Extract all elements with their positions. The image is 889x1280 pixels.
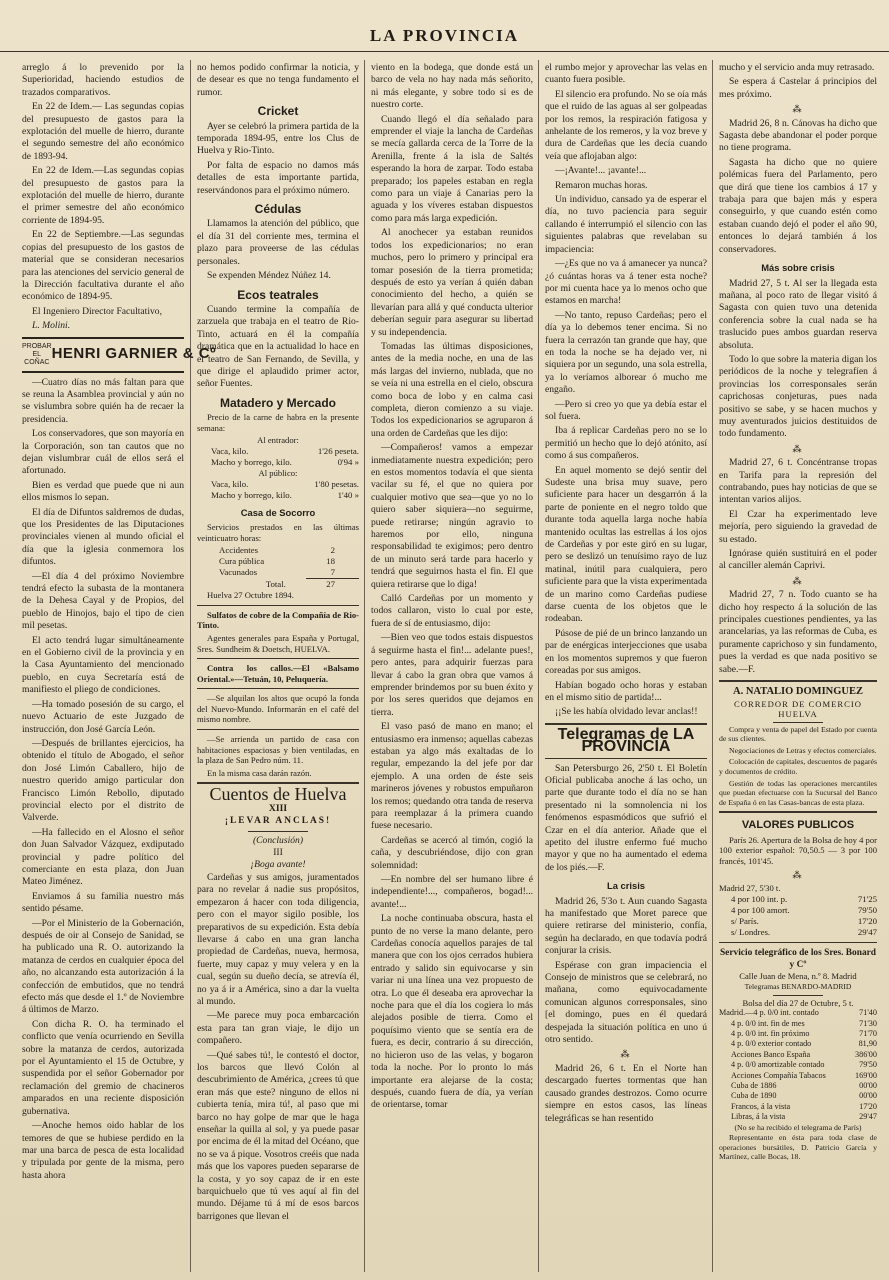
paragraph: —Compañeros! vamos a empezar inmediatamente nuestra expedición; pero en estos momentos todavía el que sienta vacilar su fé, el que no quiera por cualquier motivo que sea—que yo no lo quiero saber siquiera—no seguirme, puede retirarse; ningún agravio to haremos por ello, ninguna responsabilidad te exigimos; pero dentro de un minuto será tarde para hacerlo y tendrá que seguirnos hasta el fin. El que quiera retirarse que lo diga! (371, 442, 533, 590)
table-row: 4 p. 0/0 amortizable contado 79'50 (731, 1060, 877, 1070)
paragraph: El vaso pasó de mano en mano; el entusiasmo era inmenso; aquellas cabezas estaban ya algo más exaltadas de lo regular, empezando la del jefe por dar ejemplo. A una orden de éste seis marineros jóvenes y robustos empuñaron los remos; quedando otra tanda de reserva para reemplazar á la primera cuando fuese necesario. (371, 721, 533, 832)
table-row: 4 p. 0/0 int. fin de mes 71'30 (731, 1018, 877, 1028)
table-row: s/ París. 17'20 (731, 915, 877, 926)
separator-icon: ⁂ (620, 1049, 632, 1060)
section-heading-valores: VALORES PUBLICOS (741, 819, 855, 832)
paragraph: Con dicha R. O. ha terminado el conflicto que venía ocurriendo en Sevilla sobre la matanza de cerdos, autorizada por el Ayuntamiento el 15 de Octubre, y suspendida por el señor Gobernador por reclamación del gremio de chacineros amparados en una reciente disposición gubernativa. (22, 1018, 184, 1117)
paragraph: —Bien veo que todos estais dispuestos á seguirme hasta el fin!... adelante pues!, pero antes, para adquirir fuerzas para llevar á cabo la gran obra que vamos á emprender brindemos por su buen éxito y por los seres queridos que dejamos en tierra. (371, 632, 533, 718)
paragraph: Calló Cardeñas por un momento y todos callaron, visto lo cual por este, fuera de sí de entusiasmo, dijo: (371, 593, 533, 629)
table-row: Libras, á la vista 29'47 (731, 1112, 877, 1122)
paragraph: El silencio era profundo. No se oía más que el ruido de las aguas al ser golpeadas por los remos, la respiración fatigosa y anhelante de los remeros, y la voz breve y dura de Cardeñas que les decía cuando veía que aflojaban algo: (545, 88, 707, 162)
subheading: Al entrador: (257, 435, 299, 446)
ad-city: HUELVA (778, 709, 818, 720)
column-1 (22, 62, 217, 1272)
paragraph: —Anoche hemos oido hablar de los temores de que se hubiese perdido en la mar una barca de pesca de esta localidad y tripulada por gente de la misma, pero hasta ahora (22, 1120, 184, 1181)
paragraph: Sagasta ha dicho que no quiere polémicas fuera del Parlamento, pero que dirá que tiene los cambios á 17 y trabaja para que bajen más y espera conseguirlo, y que cuando estén como estaban cuando dejó el poder el año 90, entonces lo dejará también á los conservadores. (719, 156, 877, 255)
ad-name: A. NATALIO DOMINGUEZ (733, 686, 863, 698)
subheading: Bolsa del día 27 de Octubre, 5 t. (742, 997, 854, 1008)
subheading-crisis: La crisis (606, 880, 646, 892)
paragraph: Al anochecer ya estaban reunidos todos los expedicionarios; no eran muchos, pero lo primero y principal era tomar posesión de la tierra prometida; después de esto ya verían á quién daban conocimiento del hecho, a quién se llevarían para allá y qué conducta ulterior deberían seguir para asegurar su libertad y su independencia. (371, 227, 533, 338)
section-heading-ecos: Ecos teatrales (237, 287, 319, 302)
paragraph: Madrid 27, 7 n. Todo cuanto se ha dicho hoy respecto á la solución de las principales cuestiones pendientes, ya las arancelarias, ya las reformas de Cuba, es puramente caprichoso y sin fundamento, pues la verdad es que nada positivo se sabe.—F. (719, 589, 877, 675)
subheading: Madrid 27, 5'30 t. (719, 883, 781, 894)
table-row: Madrid.—4 p. 0/0 int. contado 71'40 (719, 1008, 877, 1018)
paragraph: —Después de brillantes ejercicios, ha obtenido el título de Abogado, el señor don José Limón Caballero, hijo de nuestro querido amigo particular don Francisco Limón Rebollo, diputado provincial electo por el distrito de Valverde. (22, 737, 184, 824)
masthead (0, 0, 889, 52)
ad-title: CORREDOR DE COMERCIO (734, 698, 862, 709)
table-row: Vaca, kilo. 1'26 peseta. (211, 445, 359, 456)
table-row: 4 por 100 amort. 79'50 (731, 904, 877, 915)
table-row: s/ Londres. 29'47 (731, 926, 877, 937)
subheading: Al público: (258, 467, 298, 478)
section-heading-cedulas: Cédulas (254, 202, 302, 217)
paragraph: Cardeñas y sus amigos, juramentados para no revelar á nadie sus propósitos, empezaron á hacer con toda diligencia, pero con el mayor sigilo posible, los preparativos de su expedición. Esta debía llevarse á cabo en una gran lancha propiedad de Cardeñas, nueva, hermosa, fuerte, muy capaz y muy velera y en la cual, según su dueño decía, se atrevía él, no ya á ir a América, sino a dar la vuelta al mundo. (197, 871, 359, 1007)
column-4 (545, 62, 707, 1272)
paragraph: Cardeñas se acercó al timón, cogió la caña, y descubriéndose, dijo con gran solemnidad: (371, 834, 533, 871)
bolsa-note: (No se ha recibido el telegrama de París) (734, 1122, 862, 1132)
advertisement: —Se alquilan los altos que ocupó la fonda del Nuevo-Mundo. Informarán en el café del mismo nombre. (197, 693, 359, 725)
paragraph: viento en la bodega, que donde está un barco de vela no hay nada más señorito, ni más elegante, y sobre todo si es de nuestro corte. (371, 62, 533, 111)
column-rule (364, 60, 365, 1272)
divider (197, 658, 359, 659)
table-row: Macho y borrego, kilo. 1'40 » (211, 489, 359, 500)
story-title: ¡LEVAR ANCLAS! (224, 816, 332, 827)
column-3 (371, 62, 533, 1272)
paragraph: San Petersburgo 26, 2'50 t. El Boletín Oficial publicaba anoche á las ocho, un parte que durante todo el día no se han presentado ni la somnolencia ni los fenómenos espasmódicos que sufrió el Czar en el día anterior. Añade que el apetito del ilustre enfermo fué mucho mayor y que no ha aumentado el edema de los piés.—F. (545, 762, 707, 873)
paragraph: arreglo á lo prevenido por la Superioridad, haciendo estudios de trazados comparativos. (22, 62, 184, 98)
divider (719, 942, 877, 943)
advertisement: —Se arrienda un partido de casa con habitaciones espaciosas y bien ventiladas, en la plaza de San Pedro núm. 11. (197, 734, 359, 766)
paragraph: Espérase con gran impaciencia el Consejo de ministros que se celebrará, no mañana, como equivocadamente comunican algunos corresponsales, sino [el domingo, pues en él quedará despejada la situación política en uno ú otro sentido. (545, 959, 707, 1046)
story-subtitle: (Conclusión) (252, 834, 304, 846)
section-heading-telegramas: Telegramas de LA PROVINCIA (557, 725, 695, 756)
service-telegram: Telegramas BENARDO-MADRID (744, 982, 852, 992)
column-rule (538, 60, 539, 1272)
section-heading-cricket: Cricket (257, 104, 299, 119)
paragraph: París 26. Apertura de la Bolsa de hoy 4 por 100 exterior español: 70,50.5 — 3 por 100 francés, 101'45. (719, 834, 877, 867)
paragraph: —¡Avante!... ¡avante!... (555, 165, 647, 177)
separator-icon: ⁂ (792, 575, 804, 586)
paragraph: —Cuatro días no más faltan para que se reuna la Asamblea provincial y aún no se vislumbra sobre quién ha de recaer la presidencia. (22, 376, 184, 425)
paragraph: Púsose de pié de un brinco lanzando un par de enérgicas interjecciones que usaba en los momentos supremos y que fueron coreadas por sus amigos. (545, 627, 707, 677)
paragraph: —Ha fallecido en el Alosno el señor don Juan Salvador Vázquez, exdiputado provincial y padre político del comerciante en esta plaza, don Juan Mateo Jiménez. (22, 826, 184, 888)
paragraph: —Qué sabes tú!, le contestó el doctor, los barcos que llevó Colón al descubrimiento de América, ¿crees tú que eran más que este? ninguno de ellos ni cubierta tenía, mira tú!, al paso que mi barco no hay golpe de mar que le haga enseñar la quilla al sol, y ya puede pasar por encima de él la mitad del Océano, que no se va á pique. Vosotros creéis que nada más que los vapores pueden separarse de la costa, y yo soy capaz de ir en este barquichuelo que tú ves aquí al fin del mundo. Déjame tú á mí de esos barcos barrigones que llevan el (197, 1049, 359, 1222)
paragraph: Cuando llegó el día señalado para emprender el viaje la lancha de Cardeñas se mecía gallarda cerca de la Torre de la Arenilla, frente á la isla de Saltés esperando la hora de zarpar. Todo estaba preparado; los papeles estaban en regla como para un viaje á Canarias pero la aguada y los víveres estaban dispuestos como para más larga expedición. (371, 113, 533, 224)
paragraph: Se expenden Méndez Núñez 14. (207, 270, 331, 282)
ad-slogan: PROBAR EL COÑAC (22, 342, 52, 366)
paragraph: Enviamos á su familia nuestro más sentido pésame. (22, 890, 184, 915)
signature: L. Molini. (32, 320, 71, 332)
paragraph: no hemos podido confirmar la noticia, y de desear es que no tenga fundamento el rumor. (197, 62, 359, 98)
paragraph: Llamamos la atención del público, que el día 31 del corriente mes, termina el plazo para proveerse de las cédulas personales. (197, 218, 359, 267)
section-heading-matadero: Matadero y Mercado (219, 395, 337, 410)
paragraph: —¿Es que no va á amanecer ya nunca? ¿ó cuántas horas va á tener esta noche? por mi cuenta hace ya lo menos ocho que estamos en marcha! (545, 258, 707, 307)
representative-note: Representante en ésta para toda clase de operaciones bursátiles, D. Patricio García y Martínez, calle Bocas, 18. (719, 1133, 877, 1162)
story-chapter: III (273, 847, 283, 859)
paragraph: Todo lo que sobre la materia digan los periódicos de la noche y telegrafíen á provincias los corresponsales serán caprichosas conjeturas, pues nada positivo se sabe, y se hacen muchos y muy aventurados juicios destituidos de todo fundamento. (719, 353, 877, 440)
paragraph: Madrid 27, 6 t. Concéntranse tropas en Tarifa para la represión del contrabando, pues hay noticias de que se intentan varios alijos. (719, 457, 877, 506)
table-row: Acciones Compañía Tabacos 169'00 (731, 1070, 877, 1080)
paragraph: Ignórase quién sustituirá en el poder al canciller alemán Caprivi. (719, 548, 877, 572)
paragraph: Madrid 26, 5'3o t. Aun cuando Sagasta ha manifestado que Moret parece que quiere retirarse del ministerio, confía, según ha declarado, en que todavía podrá conjurar la crisis. (545, 895, 707, 957)
paragraph: Remaron muchas horas. (555, 179, 648, 191)
paragraph: En 22 de Idem.— Las segundas copias del presupuesto de gastos para la explotación del muelle de hierro, durante el segundo semestre del año económico de 1893-94. (22, 101, 184, 162)
socorro-table (197, 545, 359, 590)
divider (197, 605, 359, 606)
divider (545, 758, 707, 759)
divider (197, 729, 359, 730)
paragraph: En 22 de Idem.—Las segundas copias del presupuesto de gastos para la explotación del muelle de hierro, durante el primer semestre del año económico corriente de 1894-95. (22, 165, 184, 226)
stock-table (719, 894, 877, 938)
divider (248, 831, 308, 832)
paragraph: ¡¡Se les había olvidado levar anclas!! (555, 706, 698, 718)
table-row: Accidentes 2 (219, 545, 335, 556)
ad-line: Colocación de capitales, descuentos de pagarés y documentos de crédito. (719, 757, 877, 777)
table-row: Total. 27 (197, 579, 359, 591)
paragraph: —Ha tomado posesión de su cargo, el nuevo Actuario de este Juzgado de instrucción, don José García León. (22, 698, 184, 735)
paragraph: —En nombre del ser humano libre é independiente!..., compañeros, bogad!... avante!... (371, 874, 533, 910)
table-row: 4 p. 0/0 int. fin próximo 71'70 (731, 1029, 877, 1039)
ad-line: Compra y venta de papel del Estado por cuenta de sus clientes. (719, 724, 877, 744)
service-address: Calle Juan de Mena, n.º 8. Madrid (739, 971, 857, 982)
divider (197, 688, 359, 689)
table-row: Vaca, kilo. 1'80 pesetas. (211, 478, 359, 489)
ad-brand: HENRI GARNIER & Cº (51, 345, 217, 363)
table-row: Macho y borrego, kilo. 0'94 » (211, 456, 359, 467)
table-row: 4 p. 0/0 exterior contado 81,90 (731, 1039, 877, 1049)
paragraph: Madrid 26, 6 t. En el Norte han descargado fuertes tormentas que han causado grandes destrozos. Como ocurre siempre en estos casos, las líneas telegráficas se han resentido (545, 1062, 707, 1124)
paragraph: El Czar ha experimentado leve mejoría, pero siguiendo la gravedad de su estado. (719, 508, 877, 545)
paragraph: —Me parece muy poca embarcación esta para tan gran viaje, le dijo un compañero. (197, 1010, 359, 1047)
story-number: XIII (268, 802, 288, 814)
paragraph: Madrid 26, 8 n. Cánovas ha dicho que Sagasta debe abandonar el poder porque no tiene programa. (719, 117, 877, 154)
paragraph: —El día 4 del próximo Noviembre tendrá efecto la subasta de la montanera de la Dehesa Cayal y de Propios, del pueblo de Hinojos, bajo el tipo de cien mil pesetas. (22, 570, 184, 632)
cognac-advertisement (22, 337, 217, 373)
divider (719, 811, 877, 813)
column-5 (719, 62, 877, 1272)
paragraph: Iba á replicar Cardeñas pero no se lo permitió un hecho que lo dejó atónito, así como á sus compañeros. (545, 425, 707, 462)
paragraph: El acto tendrá lugar simultáneamente en el Gobierno civil de la provincia y en la Casa Ayuntamiento del mencionado pueblo, en cuya Secretaría está de manifiesto el pliego de condiciones. (22, 634, 184, 696)
dateline: Huelva 27 Octubre 1894. (207, 590, 294, 601)
table-row: Francos, á la vista 17'20 (731, 1101, 877, 1111)
column-rule (712, 60, 713, 1272)
bolsa-table (719, 1008, 877, 1122)
separator-icon: ⁂ (792, 443, 804, 454)
paragraph: Servicios prestados en las últimas veinticuatro horas: (197, 521, 359, 543)
paragraph: Madrid 27, 5 t. Al ser la llegada esta mañana, al poco rato de llegar visitó á Sagasta con quien tuvo una detenida conferencia sobre la cual nada se ha traslucido pues ambos guardan reserva absoluta. (719, 277, 877, 351)
story-chapter-title: ¡Boga avante! (250, 859, 306, 871)
table-row: Acciones Banco España 386'00 (731, 1049, 877, 1059)
divider (773, 722, 823, 723)
price-table (197, 446, 359, 468)
price-table (197, 479, 359, 501)
paragraph: Cuando termine la compañía de zarzuela que trabaja en el teatro de Rio-Tinto, actuará en él la compañía dramática que en la actualidad lo hace en el teatro de San Fernando, de Sevilla, y que dirige el aplaudido primer actor, señor Fuentes. (197, 303, 359, 390)
paragraph: El día de Difuntos saldremos de dudas, que los Presidentes de las Diputaciones provinciales vienen al mundo oficial el día que la iglesia conmemora los difuntos. (22, 506, 184, 568)
paragraph: Precio de la carne de habra en la presente semana: (197, 412, 359, 433)
paragraph: En 22 de Septiembre.—Las segundas copias del presupuesto de los gastos de material que se consideran necesarios para las atenciones del servicio general de la Dirección facultativa durante el año económico de 1894-95. (22, 229, 184, 303)
newspaper-title: LA PROVINCIA (369, 26, 520, 45)
column-rule (190, 60, 191, 1272)
paragraph: el rumbo mejor y aprovechar las velas en cuanto fuera posible. (545, 62, 707, 86)
advertisement: Agentes generales para España y Portugal, Sres. Sundheim & Doetsch, HUELVA. (197, 632, 359, 654)
paragraph: —Pero si creo yo que ya debía estar el sol fuera. (545, 398, 707, 422)
separator-icon: ⁂ (792, 869, 804, 880)
divider (545, 723, 707, 725)
paragraph: —Por el Ministerio de la Gobernación, después de oir al Consejo de Sanidad, se ha publicado una R. O. autorizando la matanza de cerdos en cualquier época del año, no alcanzando esta autorización á la confección de embutidos, que no tendrá efecto más que desde el 1.º de Noviembre á últimos de Marzo. (22, 917, 184, 1016)
paragraph: —No tanto, repuso Cardeñas; pero el día ya lo debemos tener encima. Si no fuera la cerrazón tan grande que hay, que en toda la noche se ha dejado ver, ni siquiera por un segundo, una sola estrella, ya lo veríamos alborear ó mucho me engaño. (545, 309, 707, 396)
service-heading: Servicio telegráfico de los Sres. Bonard y Cº (719, 947, 877, 971)
paragraph: Por falta de espacio no damos más detalles de esta importante partida, reservándonos para el próximo número. (197, 159, 359, 196)
divider (719, 680, 877, 682)
advertisement: Sulfatos de cobre de la Compañía de Rio-Tinto. (197, 609, 359, 631)
paragraph: Ayer se celebró la primera partida de la temporada 1894-95, entre los Clus de Huelva y Rio-Tinto. (197, 120, 359, 157)
paragraph: El Ingeniero Director Facultativo, (32, 305, 163, 317)
section-heading-socorro: Casa de Socorro (240, 506, 316, 518)
divider (773, 995, 823, 996)
column-2 (197, 62, 359, 1272)
ad-line: Negociaciones de Letras y efectos comerciales. (729, 745, 877, 755)
table-row: 4 por 100 int. p. 71'25 (731, 893, 877, 904)
table-row: Cuba de 1890 00'00 (731, 1091, 877, 1101)
paragraph: La noche continuaba obscura, hasta el punto de no verse la mano delante, pero Cardeñas conocía aquellos parajes de tal manera que con los ojos cerrados hubiera entrado y salido sin equivocarse y sin variar ni una línea una vez propuesto de otra. Lo que él deseaba era aprovechar la noche para que el día los cogiera lo más alejados posible de tierra. Como el poquísimo viento que se sentía era de fuera, es decir, contrario á su dirección, no hicieron uso de las velas, y bogaron toda la noche. Por lo pronto lo más importante era alejarse de la costa; después, cuando fuera de día, ya verían de orientarse, tomar (371, 913, 533, 1111)
paragraph: Bien es verdad que puede que ni aun ellos mismos lo sepan. (22, 479, 184, 504)
paragraph: Se espera á Castelar á principios del mes próximo. (719, 76, 877, 100)
advertisement: En la misma casa darán razón. (207, 767, 312, 778)
paragraph: Un individuo, cansado ya de esperar el día, no tuvo paciencia para seguir callando é interrumpió el silencio con las siguientes palabras que revelaban su impaciencia: (545, 194, 707, 255)
table-row: Cura pública 18 (219, 556, 335, 567)
ad-line: Gestión de todas las operaciones mercantiles que puedan efectuarse con la Sucursal del Banco de España ó en las Casas-bancas de esta plaza. (719, 778, 877, 807)
subheading-more-crisis: Más sobre crisis (761, 262, 835, 274)
paragraph: mucho y el servicio anda muy retrasado. (719, 62, 875, 73)
table-row: Vacunados 7 (219, 567, 335, 578)
paragraph: Habían bogado ocho horas y estaban en el mismo sitio de partida!... (545, 679, 707, 703)
separator-icon: ⁂ (792, 104, 804, 115)
advertisement: Contra los callos.—El «Balsamo Oriental.»—Tetuán, 10, Peluquería. (197, 663, 359, 684)
paragraph: Los conservadores, que son mayoría en la Corporación, son tan cautos que no dejan vislumbrar cuál de ellos será el afortunado. (22, 428, 184, 477)
section-heading-cuentos: Cuentos de Huelva (209, 784, 347, 805)
table-row: Cuba de 1886 00'00 (731, 1081, 877, 1091)
paragraph: En aquel momento se dejó sentir del Sudeste una brisa muy suave, pero suficiente para hacer un desgarrón á la parte de poniente en el negro toldo que durante toda aquella larga noche había mantenido ocultas las estrellas á los ojos de Cardeñas y por este giró en su lugar, pero se deslizó un tenuísimo rayo de luz matinal, inútil para cualquiera, pero suficiente para que la vista experimentada de un marino como Cardeñas pudiese darse cuenta de los objetos que le rodeaban. (545, 464, 707, 625)
paragraph: Tomadas las últimas disposiciones, antes de la media noche, en una de las más largas del invierno, nublada, que no se veía ni una estrella en el cielo, obscura como boca de lobo y en calma casi completa, dieron comienzo a su viaje. Todos los expedicionarios se agruparon á una orden de Cardeñas que les dijo: (371, 340, 533, 439)
